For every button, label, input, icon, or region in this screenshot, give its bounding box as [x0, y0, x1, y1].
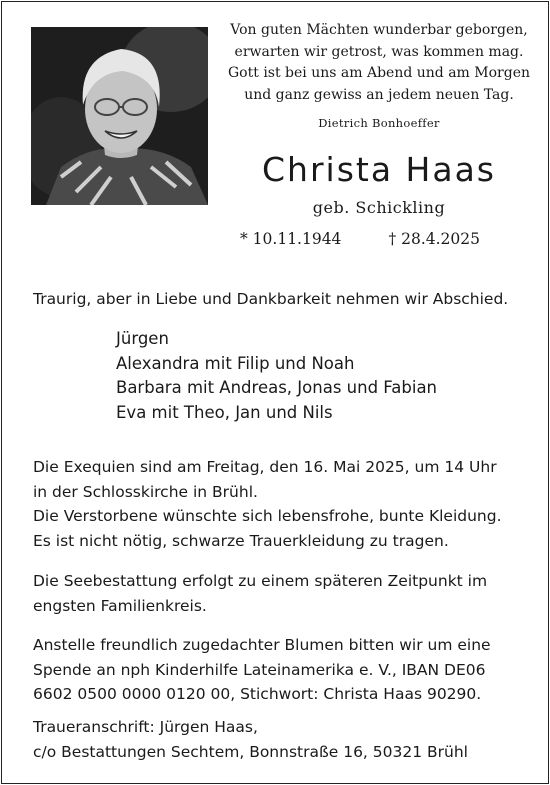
birth-name: geb. Schickling: [312, 198, 446, 217]
poem-line: Gott ist bei uns am Abend und am Morgen: [228, 65, 530, 81]
poem-line: Von guten Mächten wunderbar geborgen,: [230, 22, 528, 38]
text-line: 6602 0500 0000 0120 00, Stichwort: Christa Haas 90290.: [33, 685, 482, 703]
poem-line: und ganz gewiss an jedem neuen Tag.: [244, 86, 514, 103]
condolence-address: [33, 715, 468, 764]
death-date: † 28.4.2025: [388, 230, 480, 248]
text-line: in der Schlosskirche in Brühl.: [33, 482, 258, 501]
donation-info: [33, 633, 491, 707]
text-line: Traueranschrift: Jürgen Haas,: [33, 718, 258, 736]
family-member: Alexandra mit Filip und Noah: [116, 353, 355, 373]
family-member: Eva mit Theo, Jan und Nils: [116, 402, 333, 422]
text-line: c/o Bestattungen Sechtem, Bonnstraße 16, 50321 Brühl: [33, 742, 468, 761]
text-line: engsten Familienkreis.: [33, 596, 207, 615]
text-line: Spende an nph Kinderhilfe Lateinamerika e. V., IBAN DE06: [33, 660, 486, 679]
intro-text: Traurig, aber in Liebe und Dankbarkeit nehmen wir Abschied.: [33, 290, 509, 308]
sea-burial-info: [33, 569, 487, 618]
text-line: Anstelle freundlich zugedachter Blumen bitten wir um eine: [33, 636, 491, 654]
family-list: [116, 327, 437, 425]
portrait-photo: [31, 27, 208, 205]
poem-author: Dietrich Bonhoeffer: [318, 116, 440, 130]
funeral-info: [33, 455, 502, 553]
poem-line: erwarten wir getrost, was kommen mag.: [234, 43, 524, 60]
deceased-name: Christa Haas: [262, 150, 496, 189]
birth-date: * 10.11.1944: [240, 230, 342, 248]
family-member: Barbara mit Andreas, Jonas und Fabian: [116, 378, 438, 397]
life-dates: [240, 230, 480, 248]
family-member: Jürgen: [116, 329, 169, 348]
text-line: Die Exequien sind am Freitag, den 16. Mai 2025, um 14 Uhr: [33, 458, 497, 476]
poem: [226, 20, 532, 135]
text-line: Die Seebestattung erfolgt zu einem späteren Zeitpunkt im: [33, 572, 488, 590]
text-line: Die Verstorbene wünschte sich lebensfrohe, bunte Kleidung.: [33, 507, 502, 525]
text-line: Es ist nicht nötig, schwarze Trauerkleidung zu tragen.: [33, 531, 449, 550]
